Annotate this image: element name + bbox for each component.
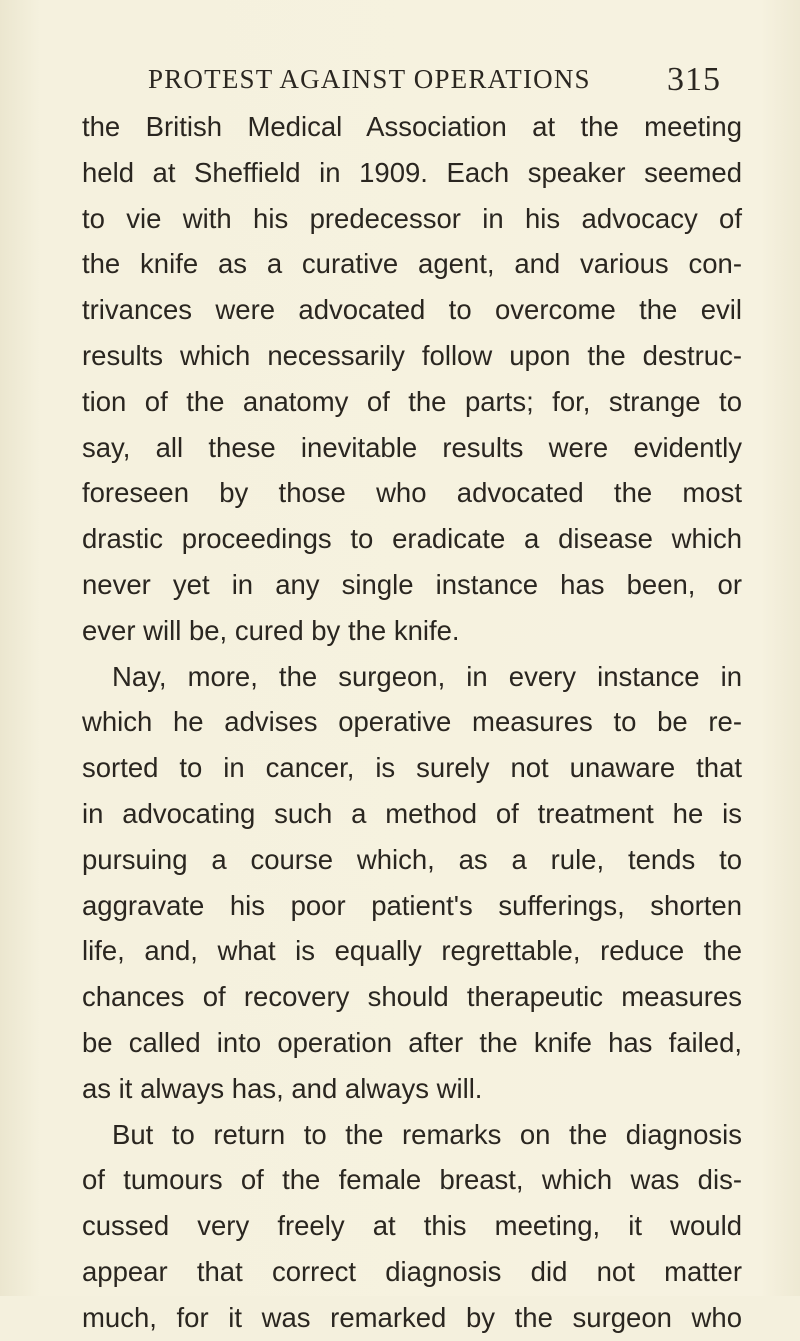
text-line: the knife as a curative agent, and various con- bbox=[82, 248, 742, 280]
text-line: aggravate his poor patient's sufferings, shorten bbox=[82, 889, 742, 921]
text-line: results which necessarily follow upon the destruc- bbox=[82, 339, 742, 371]
text-line: say, all these inevitable results were evidently bbox=[82, 431, 742, 463]
text-line: trivances were advocated to overcome the evil bbox=[82, 294, 742, 326]
text-line: chances of recovery should therapeutic measures bbox=[82, 981, 742, 1013]
text-line: to vie with his predecessor in his advocacy of bbox=[82, 202, 742, 234]
text-line: the British Medical Association at the meeting bbox=[82, 111, 742, 142]
text-line: which he advises operative measures to be re- bbox=[82, 706, 742, 738]
text-line: tion of the anatomy of the parts; for, strange to bbox=[82, 385, 742, 417]
text-line: much, for it was remarked by the surgeon who bbox=[82, 1301, 742, 1333]
page-number: 315 bbox=[667, 61, 721, 98]
text-line: Nay, more, the surgeon, in every instance in bbox=[112, 660, 742, 692]
text-line: life, and, what is equally regrettable, reduce the bbox=[82, 935, 742, 967]
text-line: of tumours of the female breast, which was dis- bbox=[82, 1164, 742, 1196]
text-line: cussed very freely at this meeting, it would bbox=[82, 1210, 742, 1242]
text-line: But to return to the remarks on the diagnosis bbox=[112, 1118, 742, 1150]
text-line: appear that correct diagnosis did not matter bbox=[82, 1255, 742, 1287]
text-line: sorted to in cancer, is surely not unaware that bbox=[82, 752, 742, 784]
text-line: pursuing a course which, as a rule, tends to bbox=[82, 843, 742, 875]
text-line: foreseen by those who advocated the most bbox=[82, 477, 742, 509]
text-line: as it always has, and always will. bbox=[82, 1072, 483, 1104]
running-header bbox=[0, 61, 800, 104]
text-line: never yet in any single instance has been, or bbox=[82, 568, 742, 600]
text-line: held at Sheffield in 1909. Each speaker seemed bbox=[82, 156, 742, 188]
text-line: in advocating such a method of treatment he is bbox=[82, 797, 742, 829]
text-line: ever will be, cured by the knife. bbox=[82, 614, 460, 646]
text-line: be called into operation after the knife has failed, bbox=[82, 1026, 742, 1058]
body-text bbox=[82, 104, 742, 1341]
header-title: PROTEST AGAINST OPERATIONS bbox=[148, 64, 591, 94]
text-line: drastic proceedings to eradicate a disease which bbox=[82, 523, 742, 555]
